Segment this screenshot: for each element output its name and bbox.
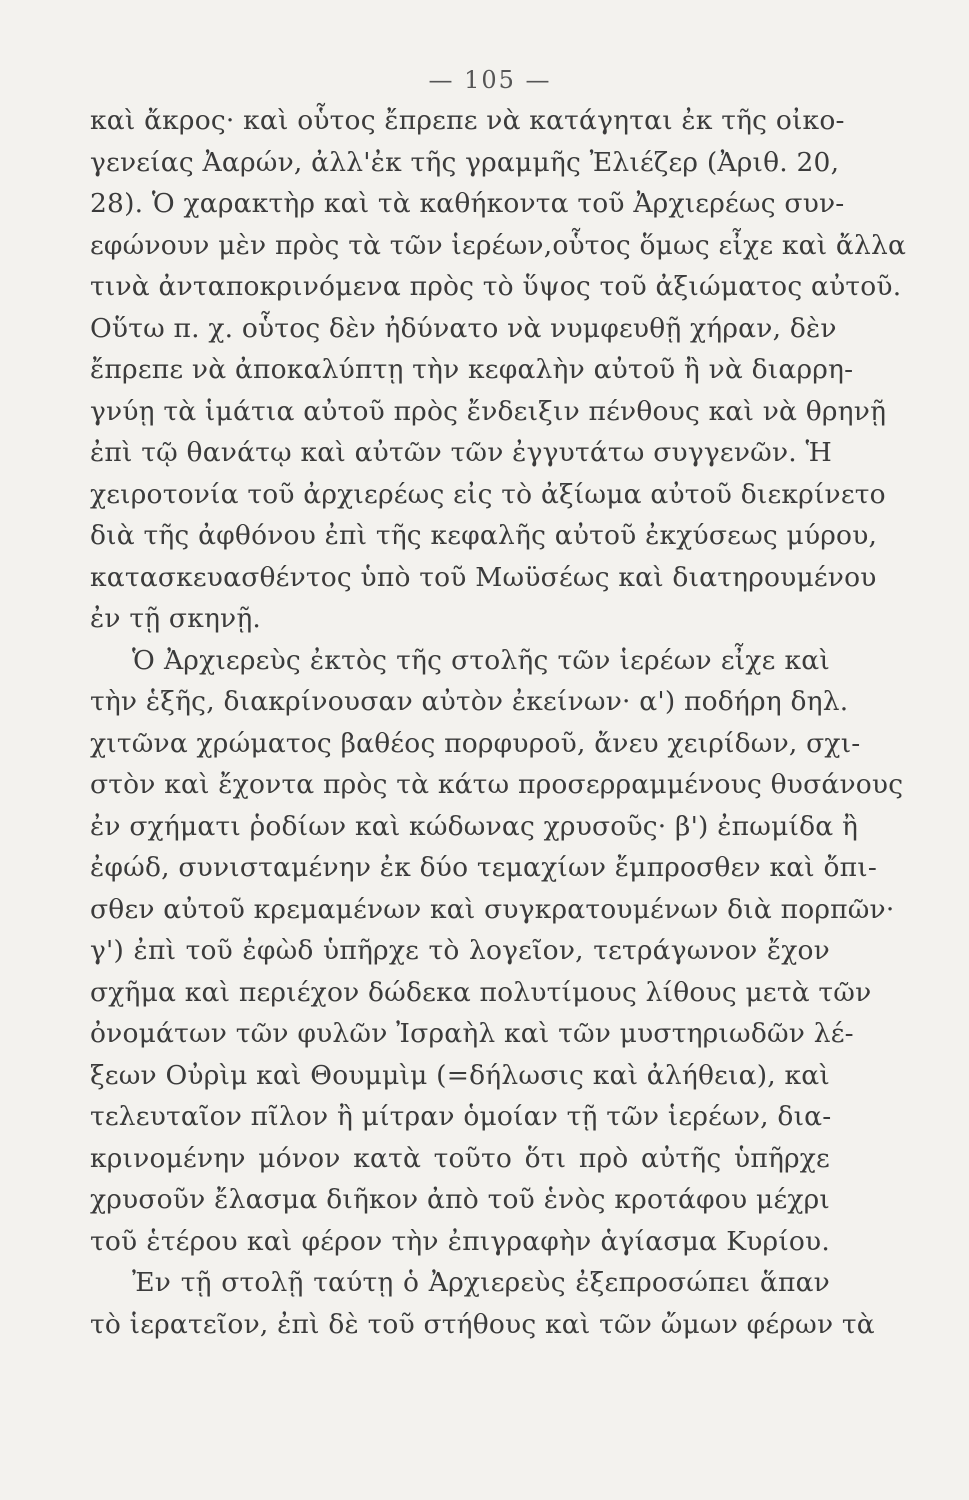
text-line: τοῦ ἑτέρου καὶ φέρον τὴν ἐπιγραφὴν ἁγίασμα Κυρίου. — [90, 1225, 830, 1257]
page-number: — 105 — — [428, 66, 552, 94]
text-line: Οὕτω π. χ. οὗτος δὲν ἠδύνατο νὰ νυμφευθῇ χήραν, δὲν — [90, 312, 837, 344]
text-line: τὴν ἑξῆς, διακρίνουσαν αὐτὸν ἐκείνων· α') ποδήρη δηλ. — [90, 686, 849, 717]
text-line: σθεν αὐτοῦ κρεμαμένων καὶ συγκρατουμένων διὰ πορπῶν· — [90, 893, 895, 925]
text-line: τινὰ ἀνταποκρινόμενα πρὸς τὸ ὕψος τοῦ ἀξιώματος αὐτοῦ. — [90, 271, 902, 302]
text-line: εφώνουν μὲν πρὸς τὰ τῶν ἱερέων,οὗτος ὅμως εἶχε καὶ ἄλλα — [90, 229, 907, 261]
text-line: τελευταῖον πῖλον ἢ μίτραν ὁμοίαν τῇ τῶν ἱερέων, δια- — [90, 1101, 832, 1132]
text-line: στὸν καὶ ἔχοντα πρὸς τὰ κάτω προσερραμμένους θυσάνους — [90, 769, 904, 800]
text-line: ὀνομάτων τῶν φυλῶν Ἰσραὴλ καὶ τῶν μυστηριωδῶν λέ- — [90, 1018, 854, 1049]
text-line: ἐφώδ, συνισταμένην ἐκ δύο τεμαχίων ἔμπροσθεν καὶ ὄπι- — [90, 852, 878, 883]
text-line: διὰ τῆς ἀφθόνου ἐπὶ τῆς κεφαλῆς αὐτοῦ ἐκχύσεως μύρου, — [90, 520, 878, 551]
text-line: τὸ ἱερατεῖον, ἐπὶ δὲ τοῦ στήθους καὶ τῶν ὤμων φέρων τὰ — [90, 1308, 875, 1340]
body-text — [90, 100, 907, 1345]
text-line: καὶ ἄκρος· καὶ οὗτος ἔπρεπε νὰ κατάγηται ἐκ τῆς οἰκο- — [90, 105, 845, 136]
text-line: γνύῃ τὰ ἱμάτια αὐτοῦ πρὸς ἔνδειξιν πένθους καὶ νὰ θρηνῇ — [90, 395, 887, 427]
text-line: κρινομένην μόνον κατὰ τοῦτο ὅτι πρὸ αὐτῆς ὑπῆρχε — [90, 1142, 830, 1174]
book-page — [90, 60, 907, 1345]
text-line: χρυσοῦν ἔλασμα διῆκον ἀπὸ τοῦ ἑνὸς κροτάφου μέχρι — [90, 1184, 830, 1215]
text-line: χιτῶνα χρώματος βαθέος πορφυροῦ, ἄνευ χειρίδων, σχι- — [90, 727, 861, 759]
text-line: Ἐν τῇ στολῇ ταύτῃ ὁ Ἀρχιερεὺς ἐξεπροσώπει ἅπαν — [132, 1267, 830, 1298]
text-line: 28). Ὁ χαρακτὴρ καὶ τὰ καθήκοντα τοῦ Ἀρχιερέως συν- — [90, 188, 845, 219]
text-line: Ὁ Ἀρχιερεὺς ἐκτὸς τῆς στολῆς τῶν ἱερέων εἶχε καὶ — [132, 644, 830, 676]
text-line: σχῆμα καὶ περιέχον δώδεκα πολυτίμους λίθους μετὰ τῶν — [90, 976, 872, 1008]
text-line: ἔπρεπε νὰ ἀποκαλύπτῃ τὴν κεφαλὴν αὐτοῦ ἢ νὰ διαρρη- — [90, 354, 854, 385]
text-line: ἐν τῇ σκηνῇ. — [90, 603, 262, 634]
text-line: γ') ἐπὶ τοῦ ἐφὼδ ὑπῆρχε τὸ λογεῖον, τετράγωνον ἔχον — [90, 935, 830, 966]
text-line: ἐν σχήματι ῥοδίων καὶ κώδωνας χρυσοῦς· β') ἐπωμίδα ἢ — [90, 810, 859, 842]
text-line: γενείας Ἀαρών, ἀλλ'ἐκ τῆς γραμμῆς Ἐλιέζερ (Ἀριθ. 20, — [90, 146, 840, 178]
text-line: κατασκευασθέντος ὑπὸ τοῦ Μωϋσέως καὶ διατηρουμένου — [90, 561, 877, 593]
text-line: ἐπὶ τῷ θανάτῳ καὶ αὐτῶν τῶν ἐγγυτάτω συγγενῶν. Ἡ — [90, 437, 832, 468]
text-line: ξεων Οὐρὶμ καὶ Θουμμὶμ (=δήλωσις καὶ ἀλήθεια), καὶ — [90, 1059, 830, 1091]
text-line: χειροτονία τοῦ ἀρχιερέως εἰς τὸ ἀξίωμα αὐτοῦ διεκρίνετο — [90, 478, 886, 510]
